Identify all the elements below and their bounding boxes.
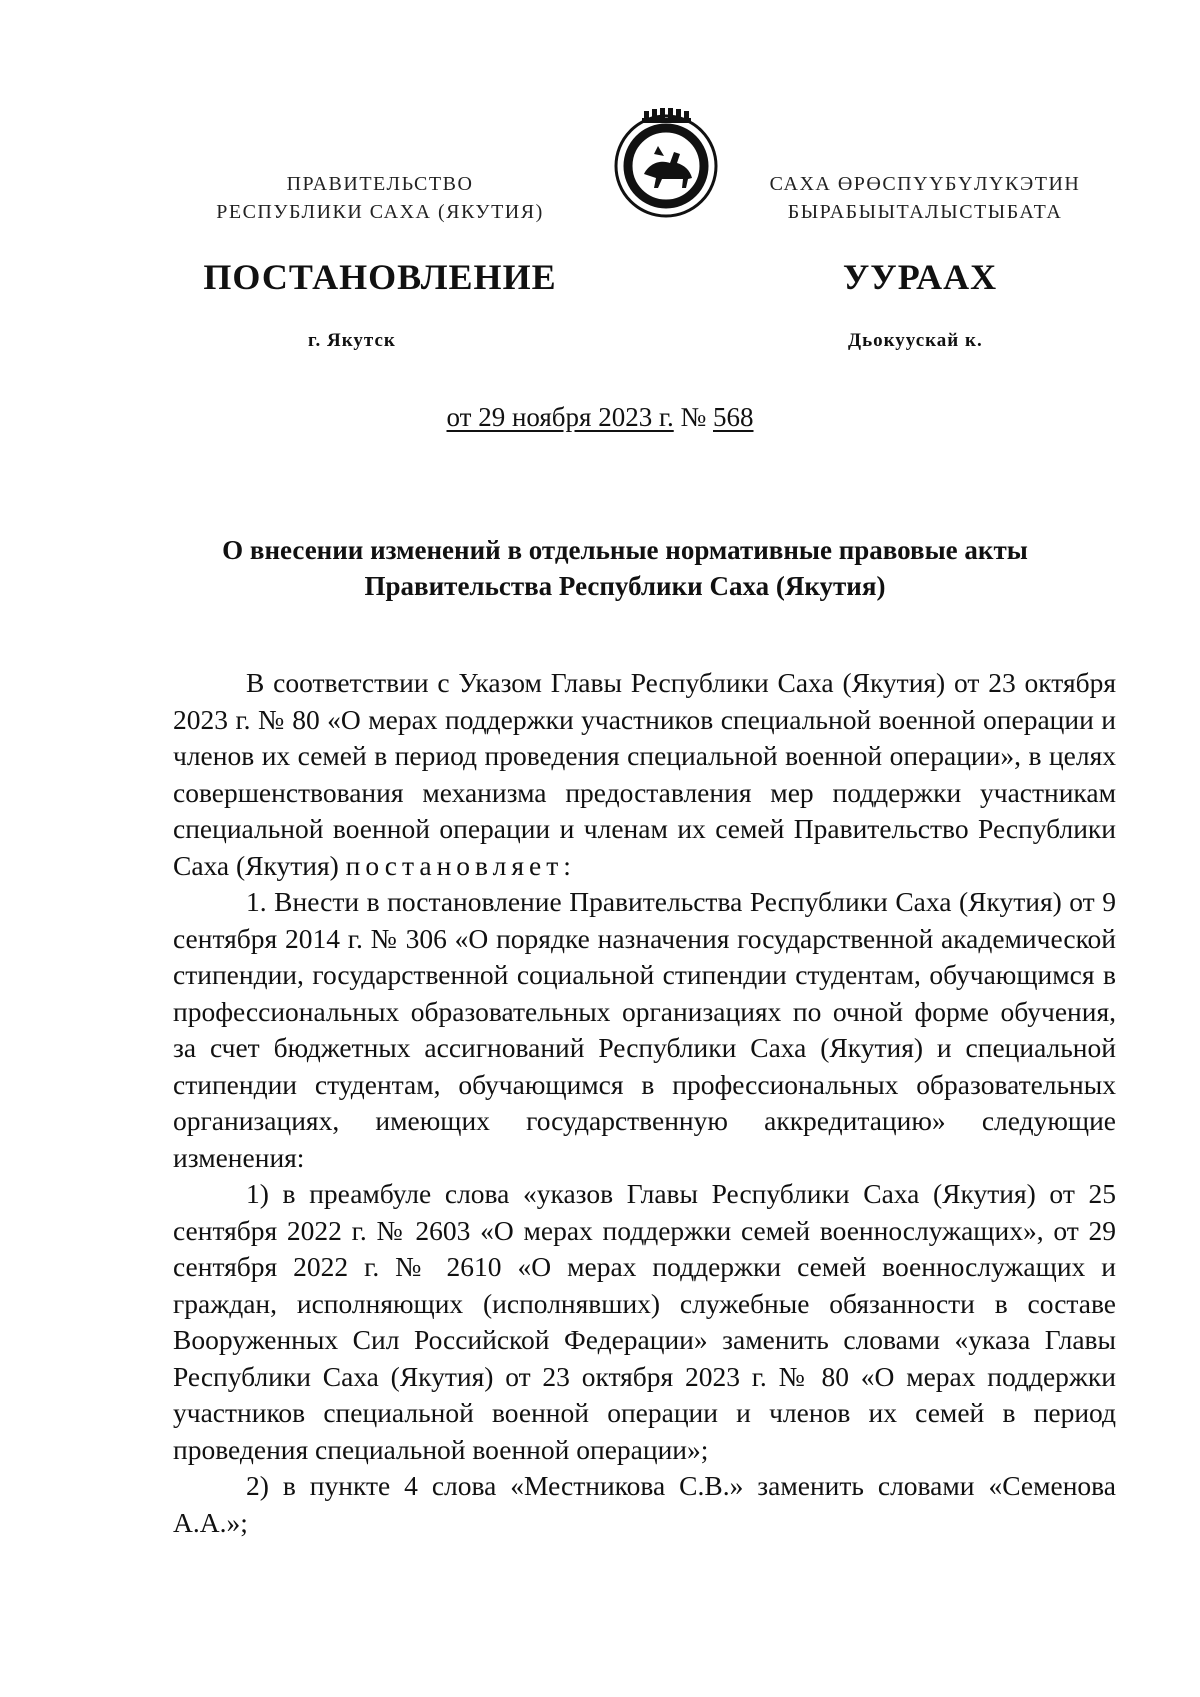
- doc-type-ru: ПОСТАНОВЛЕНИЕ: [203, 257, 557, 297]
- document-title: [150, 532, 1100, 604]
- document-date-line: [0, 402, 1200, 433]
- doc-type-sakha: УУРААХ: [842, 257, 998, 297]
- org-name-sakha: [755, 170, 1095, 226]
- org-name-ru-line2: РЕСПУБЛИКИ САХА (ЯКУТИЯ): [216, 201, 544, 223]
- org-name-ru-line1: ПРАВИТЕЛЬСТВО: [286, 173, 474, 195]
- body-paragraph-item-1: 1. Внести в постановление Правительства Республики Саха (Якутия) от 9 сентября 2014 г. № 306 «О порядке назначения государственной академической стипендии, государственной социальной стипендии студентам, обучающимся в профессиональных образовательных организациях по очной форме обучения, за счет бюджетных ассигнований Республики Саха (Якутия) и специальной стипендии студентам, обучающимся в профессиональных образовательных организациях, имеющих государственную аккредитацию» следующие изменения:: [173, 886, 1116, 1173]
- decree-word: постановляет:: [345, 849, 576, 881]
- city-sakha: Дьокуускай к.: [848, 330, 983, 351]
- preamble-text: В соответствии с Указом Главы Республики Саха (Якутия) от 23 октября 2023 г. № 80 «О мерах поддержки участников специальной военной операции и членов их семей в период проведения специальной военной операции», в целях совершенствования механизма предоставления мер поддержки участникам специальной военной операции и членам их семей Правительство Республики Саха (Якутия): [173, 667, 1116, 881]
- document-body: [173, 665, 1116, 1541]
- document-title-line1: О внесении изменений в отдельные нормативные правовые акты: [222, 535, 1028, 565]
- city-ru: г. Якутск: [308, 330, 396, 351]
- number-sign: №: [680, 402, 707, 432]
- document-title-line2: Правительства Республики Саха (Якутия): [364, 571, 886, 601]
- org-name-ru: [185, 170, 575, 226]
- org-name-sakha-line2: БЫРАБЫЫТАЛЫСТЫБАТА: [787, 201, 1063, 223]
- body-paragraph-subitem-2: 2) в пункте 4 слова «Местникова С.В.» заменить словами «Семенова А.А.»;: [173, 1470, 1116, 1538]
- org-name-sakha-line1: САХА ӨРӨСПҮҮБҮЛҮКЭТИН: [769, 173, 1081, 195]
- document-date: от 29 ноября 2023 г.: [446, 402, 674, 432]
- body-paragraph-subitem-1: 1) в преамбуле слова «указов Главы Республики Саха (Якутия) от 25 сентября 2022 г. № 2603 «О мерах поддержки семей военнослужащих», от 29 сентября 2022 г. № 2610 «О мерах поддержки семей военнослужащих и граждан, исполняющих (исполнявших) служебные обязанности в составе Вооруженных Сил Российской Федерации» заменить словами «указа Главы Республики Саха (Якутия) от 23 октября 2023 г. № 80 «О мерах поддержки участников специальной военной операции и членов их семей в период проведения специальной военной операции»;: [173, 1178, 1116, 1465]
- emblem-sakha-icon: [610, 108, 722, 220]
- body-paragraph-preamble: [173, 665, 1116, 884]
- document-number: 568: [713, 402, 754, 432]
